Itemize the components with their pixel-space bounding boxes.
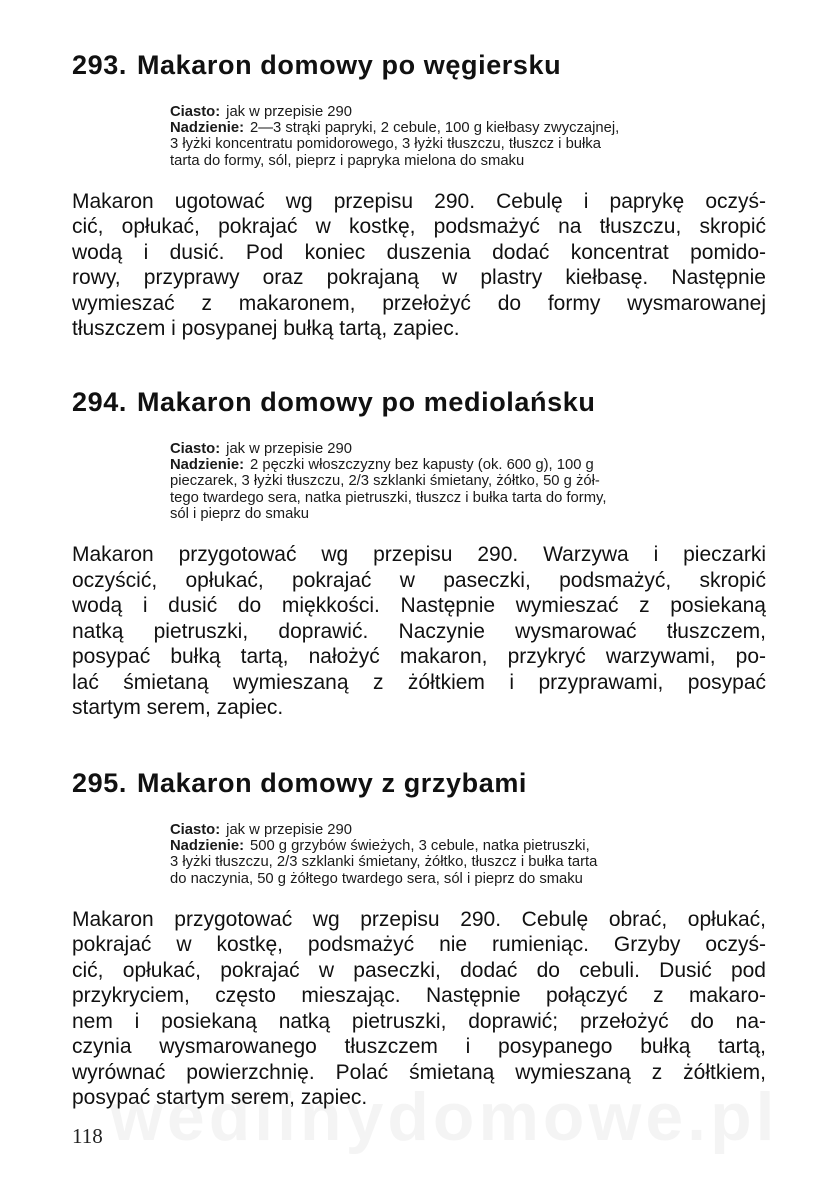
recipe-title — [72, 48, 772, 82]
recipe-number: 295. — [72, 768, 127, 798]
nadzienie-label: Nadzienie: — [170, 120, 244, 137]
recipe-title — [72, 766, 772, 800]
method-line: Makaron ugotować wg przepisu 290. Cebulę i paprykę oczyś- — [72, 189, 766, 213]
method-line: startym serem, zapiec. — [72, 696, 284, 720]
method-line: posypać startym serem, zapiec. — [72, 1086, 368, 1110]
method-line: Makaron przygotować wg przepisu 290. Warzywa i pieczarki — [72, 543, 766, 567]
ciasto-label: Ciasto: — [170, 441, 221, 457]
nadzienie-text-line: tego twardego sera, natka pietruszki, tłuszcz i bułka tarta do formy, — [170, 489, 607, 506]
nadzienie-label: Nadzienie: — [170, 838, 244, 855]
nadzienie-text-line: 3 łyżki tłuszczu, 2/3 szklanki śmietany, żółtko, tłuszcz i bułka tarta — [170, 854, 598, 871]
nadzienie-text: 2—3 strąki papryki, 2 cebule, 100 g kiełbasy zwyczajnej, — [250, 120, 620, 137]
ciasto-line — [170, 104, 766, 120]
method-line: tłuszczem i posypanej bułką tartą, zapiec. — [72, 317, 460, 341]
method-line: cić, opłukać, pokrajać w paseczki, dodać do cebuli. Dusić pod — [72, 958, 766, 982]
recipe-title — [72, 385, 772, 419]
recipe-number: 293. — [72, 50, 127, 80]
method-line: przykryciem, często mieszając. Następnie połączyć z makaro- — [72, 984, 766, 1008]
method-line: posypać bułką tartą, nałożyć makaron, przykryć warzywami, po- — [72, 645, 766, 669]
nadzienie-line — [170, 457, 766, 473]
method-line: wyrównać powierzchnię. Polać śmietaną wymieszaną z żółtkiem, — [72, 1060, 766, 1084]
ciasto-label: Ciasto: — [170, 104, 221, 120]
method-text — [72, 907, 766, 1111]
nadzienie-text-line: tarta do formy, sól, pieprz i papryka mielona do smaku — [170, 152, 525, 169]
nadzienie-text-line: pieczarek, 3 łyżki tłuszczu, 2/3 szklanki śmietany, żółtko, 50 g żół- — [170, 473, 600, 490]
nadzienie-text-line: sól i pieprz do smaku — [170, 505, 309, 522]
nadzienie-text: 2 pęczki włoszczyzny bez kapusty (ok. 600 g), 100 g — [250, 457, 594, 474]
method-line: nem i posiekaną natką pietruszki, doprawić; przełożyć do na- — [72, 1009, 766, 1033]
recipe-name: Makaron domowy z grzybami — [136, 768, 528, 798]
recipe-293 — [0, 48, 824, 342]
nadzienie-label: Nadzienie: — [170, 457, 244, 474]
recipe-name: Makaron domowy po mediolańsku — [136, 387, 596, 417]
method-line: pokrajać w kostkę, podsmażyć nie rumieniąc. Grzyby oczyś- — [72, 933, 766, 957]
ciasto-text: jak w przepisie 290 — [226, 104, 352, 120]
method-line: oczyścić, opłukać, pokrajać w paseczki, podsmażyć, skropić — [72, 568, 766, 592]
nadzienie-line — [170, 120, 766, 136]
ciasto-label: Ciasto: — [170, 822, 221, 838]
recipe-294 — [0, 385, 824, 721]
method-line: wodą i dusić. Pod koniec duszenia dodać koncentrat pomido- — [72, 240, 766, 264]
recipe-number: 294. — [72, 387, 127, 417]
method-line: lać śmietaną wymieszaną z żółtkiem i przyprawami, posypać — [72, 670, 766, 694]
page-number: 118 — [72, 1124, 103, 1148]
method-text — [72, 542, 766, 721]
nadzienie-line — [170, 838, 766, 854]
method-line: rowy, przyprawy oraz pokrajaną w plastry kiełbasę. Następnie — [72, 266, 766, 290]
method-line: Makaron przygotować wg przepisu 290. Cebulę obrać, opłukać, — [72, 907, 766, 931]
method-line: cić, opłukać, pokrajać w kostkę, podsmażyć na tłuszczu, skropić — [72, 215, 766, 239]
nadzienie-text-line: do naczynia, 50 g żółtego twardego sera, sól i pieprz do smaku — [170, 870, 583, 887]
recipe-name: Makaron domowy po węgiersku — [136, 50, 562, 80]
ingredients-block — [170, 822, 766, 887]
method-line: wodą i dusić do miękkości. Następnie wymieszać z posiekaną — [72, 594, 766, 618]
nadzienie-text: 500 g grzybów świeżych, 3 cebule, natka pietruszki, — [250, 838, 590, 855]
recipe-295 — [0, 766, 824, 1111]
ingredients-block — [170, 441, 766, 522]
method-line: wymieszać z makaronem, przełożyć do formy wysmarowanej — [72, 291, 766, 315]
ciasto-text: jak w przepisie 290 — [226, 822, 352, 838]
ciasto-line — [170, 441, 766, 457]
nadzienie-text-line: 3 łyżki koncentratu pomidorowego, 3 łyżki tłuszczu, tłuszcz i bułka — [170, 136, 601, 153]
ingredients-block — [170, 104, 766, 169]
ciasto-line — [170, 822, 766, 838]
ciasto-text: jak w przepisie 290 — [226, 441, 352, 457]
method-line: czynia wysmarowanego tłuszczem i posypanego bułką tartą, — [72, 1035, 766, 1059]
method-line: natką pietruszki, doprawić. Naczynie wysmarować tłuszczem, — [72, 619, 766, 643]
method-text — [72, 189, 766, 342]
